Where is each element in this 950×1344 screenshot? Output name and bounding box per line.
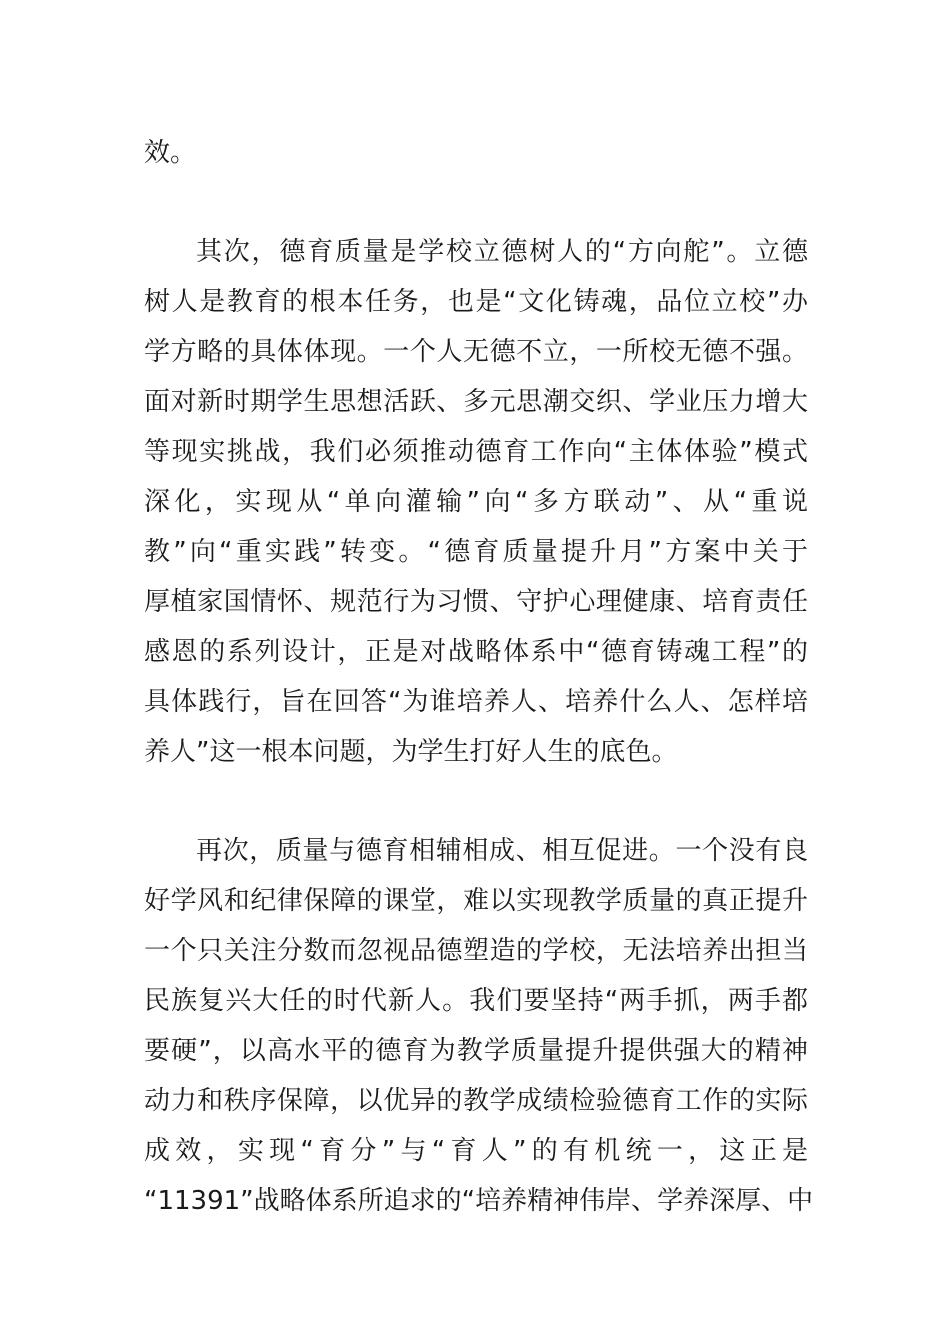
text-line: 学方略的具体体现。一个人无德不立，一所校无德不强。 bbox=[144, 337, 808, 367]
text-line: 民族复兴大任的时代新人。我们要坚持“两手抓，两手都 bbox=[144, 986, 808, 1016]
paragraph-2 bbox=[144, 227, 808, 777]
text-line: 其次，德育质量是学校立德树人的“方向舵”。立德 bbox=[196, 237, 808, 267]
text-line: 好学风和纪律保障的课堂，难以实现教学质量的真正提升 bbox=[144, 886, 808, 916]
text-line: 要硬”，以高水平的德育为教学质量提升提供强大的精神 bbox=[144, 1036, 808, 1066]
paragraph-gap bbox=[144, 777, 808, 826]
text-line: 深化，实现从“单向灌输”向“多方联动”、从“重说 bbox=[144, 487, 808, 517]
text-line: 等现实挑战，我们必须推动德育工作向“主体体验”模式 bbox=[144, 437, 808, 467]
text-line: 养人”这一根本问题，为学生打好人生的底色。 bbox=[144, 737, 678, 767]
text-line: 具体践行，旨在回答“为谁培养人、培养什么人、怎样培 bbox=[144, 687, 808, 717]
text-line: 教”向“重实践”转变。“德育质量提升月”方案中关于 bbox=[144, 537, 808, 567]
text-line: 动力和秩序保障，以优异的教学成绩检验德育工作的实际 bbox=[144, 1086, 808, 1116]
text-line: 成效，实现“育分”与“育人”的有机统一，这正是 bbox=[144, 1136, 808, 1166]
text-line: “11391”战略体系所追求的“培养精神伟岸、学养深厚、中 bbox=[144, 1186, 814, 1216]
text-line: 厚植家国情怀、规范行为习惯、守护心理健康、培育责任 bbox=[144, 587, 808, 617]
text-line: 再次，质量与德育相辅相成、相互促进。一个没有良 bbox=[196, 836, 808, 866]
text-line: 面对新时期学生思想活跃、多元思潮交织、学业压力增大 bbox=[144, 387, 808, 417]
text-line: 感恩的系列设计，正是对战略体系中“德育铸魂工程”的 bbox=[144, 637, 808, 667]
text-line: 一个只关注分数而忽视品德塑造的学校，无法培养出担当 bbox=[144, 936, 808, 966]
document-page bbox=[144, 128, 814, 1226]
text-line: 效。 bbox=[144, 138, 197, 168]
text-line: 树人是教育的根本任务，也是“文化铸魂，品位立校”办 bbox=[144, 287, 808, 317]
paragraph-1 bbox=[144, 128, 808, 178]
paragraph-3 bbox=[144, 826, 814, 1226]
paragraph-gap bbox=[144, 178, 808, 227]
